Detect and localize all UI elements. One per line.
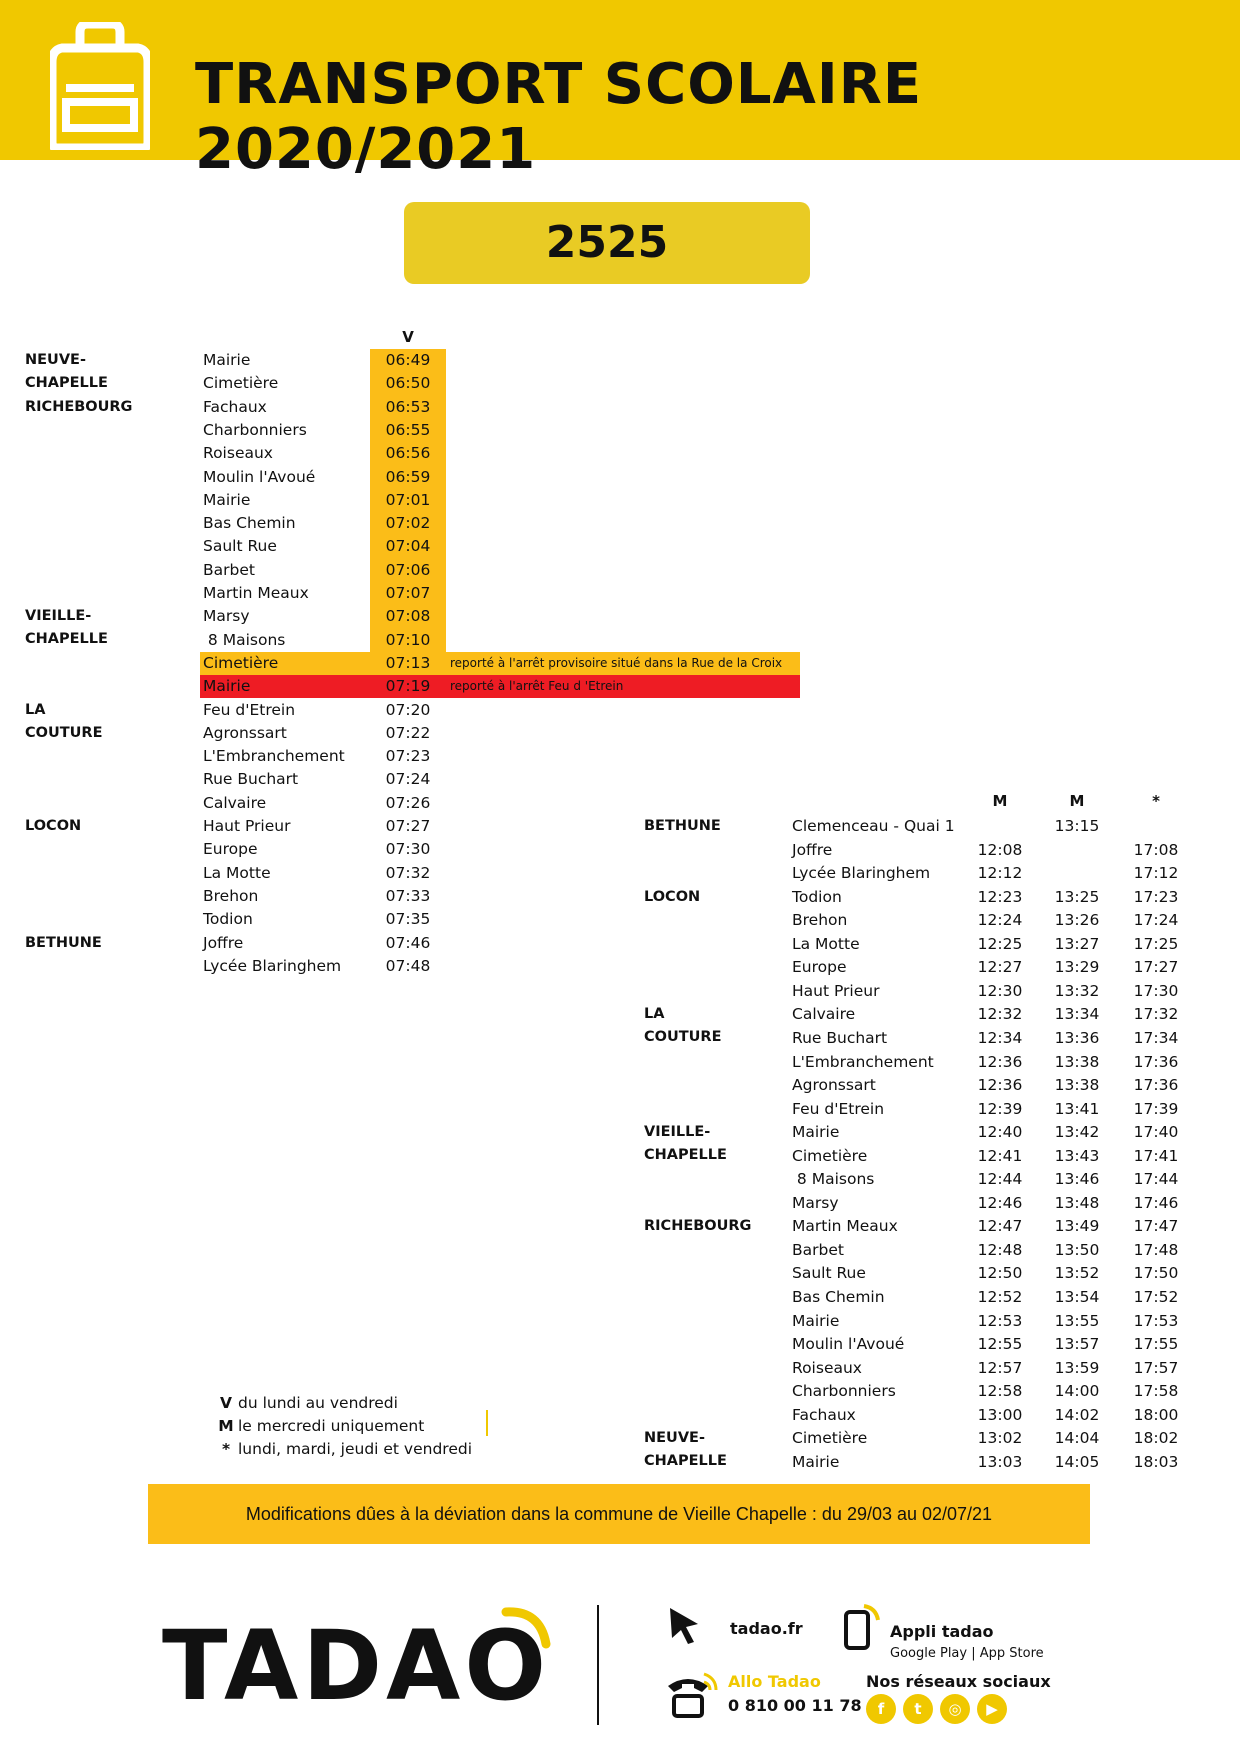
departure-time: 13:43 [1054,1147,1100,1165]
departure-time: 13:02 [977,1429,1023,1447]
departure-time: 12:50 [977,1264,1023,1282]
phone-label: Allo Tadao [728,1672,821,1691]
departure-time: 17:32 [1133,1005,1179,1023]
departure-time: 12:08 [977,841,1023,859]
stop-name: Mairie [203,677,251,695]
stop-name: Joffre [792,841,833,859]
departure-time: 12:40 [977,1123,1023,1141]
departure-time: 18:02 [1133,1429,1179,1447]
departure-time: 12:52 [977,1288,1023,1306]
departure-time: 07:04 [385,537,431,555]
departure-time: 12:34 [977,1029,1023,1047]
commune-label: LOCON [644,889,701,905]
departure-time: 07:30 [385,840,431,858]
departure-time: 07:27 [385,817,431,835]
route-number: 2525 [404,202,810,284]
departure-time: 13:41 [1054,1100,1100,1118]
stop-name: Feu d'Etrein [792,1100,885,1118]
departure-time: 13:48 [1054,1194,1100,1212]
logo-accent-icon [500,1604,554,1658]
departure-time: 07:13 [385,654,431,672]
departure-time: 17:23 [1133,888,1179,906]
facebook-icon[interactable]: f [866,1694,896,1724]
stop-name: Cimetière [203,374,279,392]
stop-name: Rue Buchart [792,1029,888,1047]
stop-name: La Motte [792,935,860,953]
stop-name: Haut Prieur [203,817,291,835]
departure-time: 17:46 [1133,1194,1179,1212]
departure-time: 18:03 [1133,1453,1179,1471]
departure-time: 17:30 [1133,982,1179,1000]
stop-name: Mairie [792,1453,840,1471]
legend-symbol: V [220,1394,232,1412]
departure-time: 07:08 [385,607,431,625]
departure-time: 14:05 [1054,1453,1100,1471]
stop-name: Todion [792,888,842,906]
stop-name: Haut Prieur [792,982,880,1000]
departure-time: 17:57 [1133,1359,1179,1377]
stop-name: Mairie [792,1123,840,1141]
departure-time: 12:39 [977,1100,1023,1118]
departure-time: 17:55 [1133,1335,1179,1353]
return-column-header: M [1069,792,1085,810]
departure-time: 12:27 [977,958,1023,976]
stop-name: Rue Buchart [203,770,299,788]
stop-name: Agronssart [203,724,287,742]
departure-time: 13:03 [977,1453,1023,1471]
departure-time: 17:58 [1133,1382,1179,1400]
departure-time: 06:55 [385,421,431,439]
commune-label: VIEILLE-CHAPELLE [644,1124,727,1163]
departure-time: 13:57 [1054,1335,1100,1353]
commune-label: BETHUNE [25,935,102,951]
departure-time: 12:53 [977,1312,1023,1330]
departure-time: 06:49 [385,351,431,369]
departure-time: 17:36 [1133,1053,1179,1071]
stop-name: Sault Rue [203,537,277,555]
departure-time: 13:55 [1054,1312,1100,1330]
commune-label: LA COUTURE [644,1006,722,1045]
stop-name: Joffre [203,934,244,952]
departure-time: 17:52 [1133,1288,1179,1306]
departure-time: 17:44 [1133,1170,1179,1188]
legend-item [218,1392,398,1415]
social-title: Nos réseaux sociaux [866,1672,1051,1691]
departure-time: 12:36 [977,1076,1023,1094]
departure-time: 13:38 [1054,1053,1100,1071]
departure-time: 07:02 [385,514,431,532]
stop-name: Marsy [203,607,250,625]
twitter-icon[interactable]: t [903,1694,933,1724]
departure-time: 17:24 [1133,911,1179,929]
departure-time: 13:29 [1054,958,1100,976]
stop-name: Moulin l'Avoué [792,1335,905,1353]
phone-number[interactable]: 0 810 00 11 78 [728,1696,862,1715]
stop-name: Europe [203,840,258,858]
stop-name: Charbonniers [203,421,307,439]
departure-time: 14:00 [1054,1382,1100,1400]
departure-time: 12:44 [977,1170,1023,1188]
stop-name: Mairie [792,1312,840,1330]
footer-divider [597,1605,599,1725]
stop-name: Cimetière [792,1147,868,1165]
departure-time: 18:00 [1133,1406,1179,1424]
legend-text: du lundi au vendredi [238,1394,398,1412]
stop-name: Calvaire [792,1005,856,1023]
departure-time: 13:26 [1054,911,1100,929]
stop-name: Bas Chemin [203,514,296,532]
website-link[interactable]: tadao.fr [730,1619,803,1638]
departure-time: 12:41 [977,1147,1023,1165]
stop-name: Mairie [203,491,251,509]
departure-time: 14:02 [1054,1406,1100,1424]
departure-time: 17:27 [1133,958,1179,976]
stop-name: Cimetière [203,654,279,672]
legend-text: le mercredi uniquement [238,1417,425,1435]
departure-time: 12:46 [977,1194,1023,1212]
stop-name: Bas Chemin [792,1288,885,1306]
legend-text: lundi, mardi, jeudi et vendredi [238,1440,473,1458]
stop-name: Todion [203,910,253,928]
stop-name: Barbet [203,561,255,579]
departure-time: 17:40 [1133,1123,1179,1141]
departure-time: 07:20 [385,701,431,719]
stop-name: Roiseaux [203,444,273,462]
departure-time: 06:53 [385,398,431,416]
stop-name: Moulin l'Avoué [203,468,316,486]
legend-symbol: M [218,1417,234,1435]
stop-name: Fachaux [203,398,267,416]
departure-time: 17:50 [1133,1264,1179,1282]
commune-label: LA COUTURE [25,702,103,741]
departure-time: 17:48 [1133,1241,1179,1259]
stop-name: Martin Meaux [792,1217,898,1235]
departure-time: 12:25 [977,935,1023,953]
stop-name: Agronssart [792,1076,876,1094]
departure-time: 12:58 [977,1382,1023,1400]
departure-time: 17:53 [1133,1312,1179,1330]
departure-time: 13:50 [1054,1241,1100,1259]
departure-time: 12:48 [977,1241,1023,1259]
departure-time: 13:38 [1054,1076,1100,1094]
stop-name: Barbet [792,1241,844,1259]
departure-time: 12:24 [977,911,1023,929]
app-stores[interactable]: Google Play | App Store [890,1646,1044,1661]
stop-change-note: reporté à l'arrêt Feu d 'Etrein [450,679,624,693]
departure-time: 07:26 [385,794,431,812]
departure-time: 13:34 [1054,1005,1100,1023]
departure-time: 17:36 [1133,1076,1179,1094]
commune-label: BETHUNE [644,818,721,834]
departure-time: 13:27 [1054,935,1100,953]
departure-time: 07:01 [385,491,431,509]
return-column-header: M [992,792,1008,810]
stop-name: Marsy [792,1194,839,1212]
departure-time: 07:07 [385,584,431,602]
departure-time: 07:19 [385,677,431,695]
departure-time: 12:57 [977,1359,1023,1377]
app-title: Appli tadao [890,1622,994,1641]
departure-time: 12:36 [977,1053,1023,1071]
return-column-header: * [1152,792,1160,810]
commune-label: NEUVE-CHAPELLE [644,1430,727,1469]
phone-app-icon [842,1602,882,1652]
stop-name: Brehon [203,887,259,905]
departure-time: 06:50 [385,374,431,392]
stop-name: Sault Rue [792,1264,866,1282]
departure-time: 13:52 [1054,1264,1100,1282]
departure-time: 13:00 [977,1406,1023,1424]
departure-time: 13:46 [1054,1170,1100,1188]
stop-name: 8 Maisons [203,631,286,649]
commune-label: RICHEBOURG [644,1218,752,1234]
departure-time: 07:33 [385,887,431,905]
header-band [0,0,1240,182]
stop-name: Calvaire [203,794,267,812]
departure-time: 12:23 [977,888,1023,906]
departure-time: 07:35 [385,910,431,928]
stop-name: L'Embranchement [792,1053,934,1071]
tadao-logo: TADAO [162,1610,550,1722]
backpack-icon [50,22,150,150]
stop-name: Brehon [792,911,848,929]
stop-name: Martin Meaux [203,584,309,602]
stop-name: Cimetière [792,1429,868,1447]
stop-name: L'Embranchement [203,747,345,765]
instagram-icon[interactable]: ◎ [940,1694,970,1724]
departure-time: 13:32 [1054,982,1100,1000]
departure-time: 07:24 [385,770,431,788]
legend-item [218,1415,424,1438]
departure-time: 13:25 [1054,888,1100,906]
stop-name: Feu d'Etrein [203,701,296,719]
departure-time: 07:48 [385,957,431,975]
departure-time: 17:47 [1133,1217,1179,1235]
commune-label: LOCON [25,818,82,834]
stop-name: Clemenceau - Quai 1 [792,817,955,835]
deviation-notice: Modifications dûes à la déviation dans la commune de Vieille Chapelle : du 29/03 au 02/07/21 [148,1484,1090,1544]
departure-time: 13:15 [1054,817,1100,835]
departure-time: 13:59 [1054,1359,1100,1377]
cursor-icon [668,1606,706,1646]
stop-name: Lycée Blaringhem [792,864,931,882]
departure-time: 12:32 [977,1005,1023,1023]
page-title: TRANSPORT SCOLAIRE 2020/2021 [195,52,923,182]
departure-time: 07:06 [385,561,431,579]
departure-time: 17:12 [1133,864,1179,882]
stop-change-note: reporté à l'arrêt provisoire situé dans la Rue de la Croix [450,656,783,670]
departure-time: 07:32 [385,864,431,882]
stop-name: Fachaux [792,1406,856,1424]
commune-label: VIEILLE-CHAPELLE [25,608,108,647]
stop-name: Europe [792,958,847,976]
departure-time: 17:34 [1133,1029,1179,1047]
departure-time: 07:23 [385,747,431,765]
stop-name: 8 Maisons [792,1170,875,1188]
stop-name: Charbonniers [792,1382,896,1400]
departure-time: 14:04 [1054,1429,1100,1447]
legend-marker [486,1410,488,1436]
stop-name: Mairie [203,351,251,369]
departure-time: 12:47 [977,1217,1023,1235]
departure-time: 06:59 [385,468,431,486]
youtube-icon[interactable]: ▶ [977,1694,1007,1724]
legend-symbol: * [221,1440,231,1458]
departure-time: 12:12 [977,864,1023,882]
departure-time: 06:56 [385,444,431,462]
stop-name: La Motte [203,864,271,882]
departure-time: 12:55 [977,1335,1023,1353]
stop-name: Roiseaux [792,1359,862,1377]
outbound-column-header: V [402,328,414,346]
departure-time: 17:08 [1133,841,1179,859]
departure-time: 07:46 [385,934,431,952]
departure-time: 07:10 [385,631,431,649]
departure-time: 13:49 [1054,1217,1100,1235]
departure-time: 17:41 [1133,1147,1179,1165]
telephone-icon [664,1668,720,1720]
departure-time: 17:25 [1133,935,1179,953]
departure-time: 13:36 [1054,1029,1100,1047]
departure-time: 13:42 [1054,1123,1100,1141]
commune-label: NEUVE-CHAPELLE [25,352,108,391]
departure-time: 12:30 [977,982,1023,1000]
legend-item [218,1438,472,1461]
commune-label: RICHEBOURG [25,399,133,415]
departure-time: 13:54 [1054,1288,1100,1306]
departure-time: 07:22 [385,724,431,742]
stop-name: Lycée Blaringhem [203,957,342,975]
departure-time: 17:39 [1133,1100,1179,1118]
